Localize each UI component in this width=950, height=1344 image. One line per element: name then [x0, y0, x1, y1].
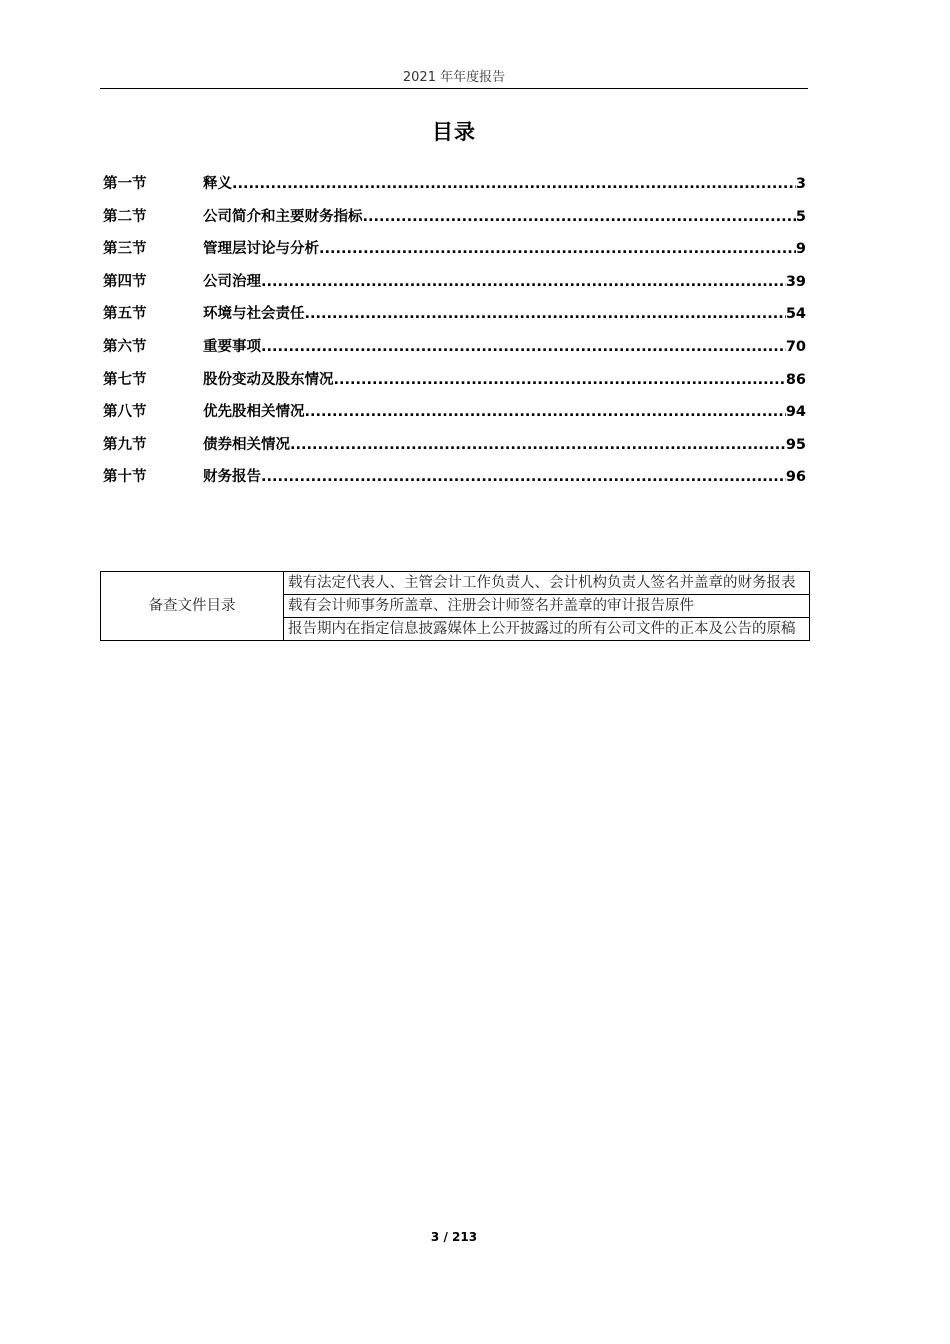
toc-section-number: 第一节 — [103, 176, 147, 192]
toc-section-title: 财务报告 — [203, 469, 261, 486]
table-row — [101, 572, 810, 595]
page-header: 2021 年年度报告 — [402, 70, 506, 85]
toc-page-number: 54 — [785, 306, 806, 323]
toc-section-title: 债券相关情况 — [203, 436, 290, 453]
header-divider — [100, 88, 808, 89]
page-number-footer: 3 / 213 — [430, 1230, 478, 1244]
toc-section-title: 优先股相关情况 — [203, 404, 305, 421]
reference-documents-table — [100, 571, 810, 641]
toc-page-number: 96 — [785, 469, 806, 486]
toc-entry-3[interactable] — [103, 237, 806, 270]
toc-entry-2[interactable] — [103, 205, 806, 238]
toc-entry-10[interactable] — [103, 465, 806, 498]
toc-section-number: 第三节 — [103, 241, 147, 258]
toc-entry-9[interactable] — [103, 433, 806, 466]
toc-section-title: 释义 — [203, 176, 232, 192]
toc-leader-dots — [319, 237, 796, 261]
toc-leader-dots — [305, 302, 786, 326]
page-title: 目录 — [432, 120, 476, 144]
toc-entry-8[interactable] — [103, 400, 806, 433]
reference-document-item: 载有会计师事务所盖章、注册会计师签名并盖章的审计报告原件 — [284, 595, 810, 618]
toc-section-number: 第十节 — [103, 469, 147, 486]
toc-entry-4[interactable] — [103, 270, 806, 303]
table-of-contents — [103, 172, 806, 498]
toc-section-number: 第九节 — [103, 436, 147, 453]
toc-section-number: 第四节 — [103, 273, 147, 290]
toc-leader-dots — [334, 368, 786, 392]
toc-page-number: 9 — [795, 241, 806, 258]
toc-section-title: 管理层讨论与分析 — [203, 241, 319, 258]
toc-page-number: 3 — [795, 176, 806, 192]
toc-leader-dots — [261, 465, 786, 489]
reference-documents-label: 备查文件目录 — [101, 572, 284, 641]
toc-section-number: 第八节 — [103, 404, 147, 421]
toc-section-number: 第二节 — [103, 208, 147, 225]
toc-section-number: 第七节 — [103, 371, 147, 388]
toc-section-title: 重要事项 — [203, 338, 261, 355]
toc-page-number: 70 — [785, 338, 806, 355]
toc-page-number: 94 — [785, 404, 806, 421]
toc-entry-6[interactable] — [103, 335, 806, 368]
toc-page-number: 39 — [785, 273, 806, 290]
toc-section-title: 环境与社会责任 — [203, 306, 305, 323]
toc-section-title: 股份变动及股东情况 — [203, 371, 334, 388]
toc-page-number: 95 — [785, 436, 806, 453]
reference-document-item: 载有法定代表人、主管会计工作负责人、会计机构负责人签名并盖章的财务报表 — [284, 572, 810, 595]
toc-section-title: 公司治理 — [203, 273, 261, 290]
toc-page-number: 5 — [795, 208, 806, 225]
toc-section-title: 公司简介和主要财务指标 — [203, 208, 363, 225]
toc-leader-dots — [363, 205, 796, 229]
toc-section-number: 第五节 — [103, 306, 147, 323]
toc-entry-1[interactable] — [103, 172, 806, 205]
toc-leader-dots — [261, 270, 786, 294]
toc-entry-5[interactable] — [103, 302, 806, 335]
toc-leader-dots — [305, 400, 786, 424]
toc-leader-dots — [261, 335, 786, 359]
toc-section-number: 第六节 — [103, 338, 147, 355]
toc-entry-7[interactable] — [103, 368, 806, 401]
toc-page-number: 86 — [785, 371, 806, 388]
toc-leader-dots — [290, 433, 786, 457]
toc-leader-dots — [232, 172, 796, 196]
reference-document-item: 报告期内在指定信息披露媒体上公开披露过的所有公司文件的正本及公告的原稿 — [284, 618, 810, 641]
